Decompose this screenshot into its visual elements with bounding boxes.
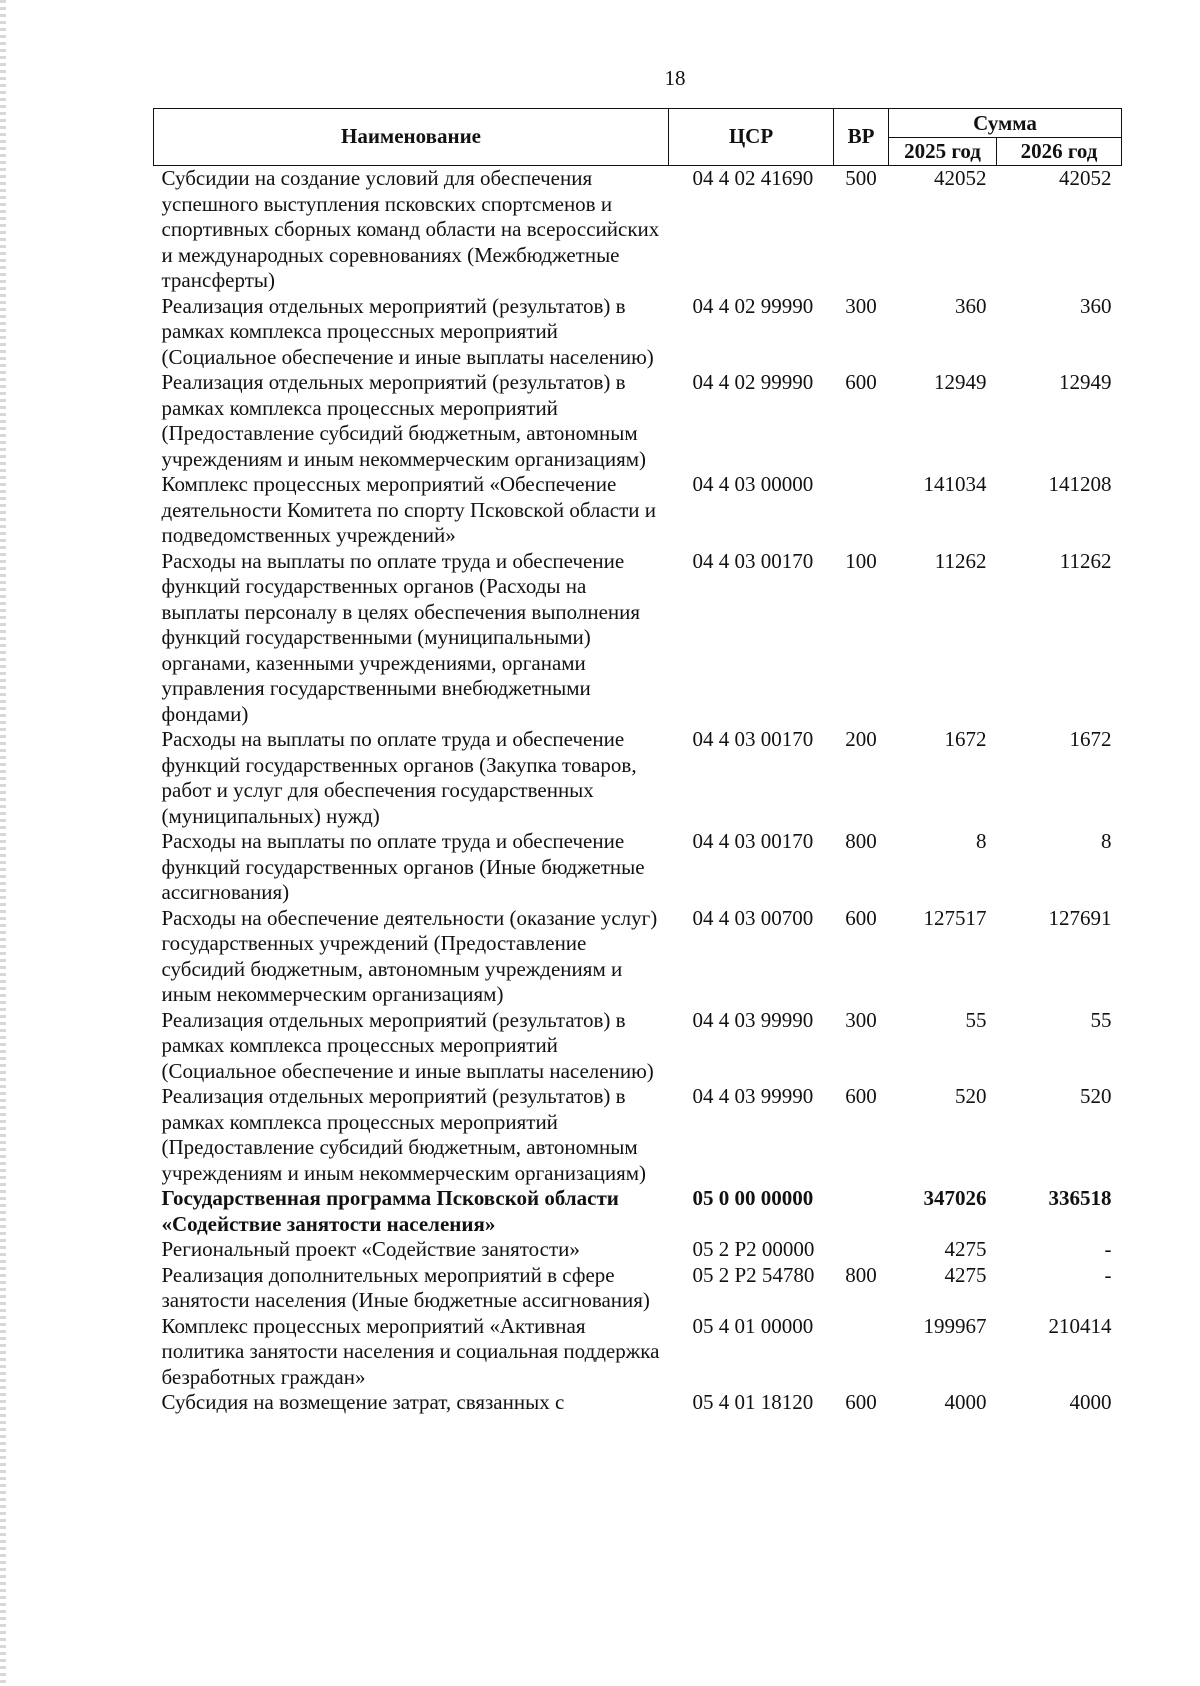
row-name: Расходы на выплаты по оплате труда и обеспечение функций государственных органов (Иные бюджетные ассигнования) [161, 829, 645, 904]
table-row [154, 166, 1122, 294]
row-sum-2025: 11262 [934, 548, 987, 573]
row-vr: 600 [845, 1084, 877, 1108]
row-sum-2026: 55 [1090, 1007, 1112, 1032]
table-row [154, 1186, 1122, 1237]
row-vr [834, 1237, 889, 1263]
header-vr: ВР [834, 109, 889, 166]
table-row [154, 370, 1122, 472]
row-sum-2025: 360 [955, 293, 987, 318]
row-name: Субсидия на возмещение затрат, связанных с [161, 1390, 565, 1414]
budget-table [153, 108, 1122, 1416]
row-sum-2026: - [1104, 1237, 1112, 1261]
row-csr: 04 4 02 41690 [692, 166, 814, 190]
table-row [154, 829, 1122, 906]
row-sum-2026: 360 [1080, 293, 1112, 318]
row-vr: 600 [845, 370, 877, 394]
row-csr: 05 4 01 00000 [692, 1313, 814, 1338]
row-name: Комплекс процессных мероприятий «Активная политика занятости населения и социальная поддержка безработных граждан» [161, 1313, 660, 1389]
row-name: Расходы на выплаты по оплате труда и обеспечение функций государственных органов (Закупка товаров, работ и услуг для обеспечения государственных (муниципальных) нужд) [161, 727, 637, 828]
row-vr: 100 [845, 548, 877, 573]
row-sum-2026: - [1104, 1262, 1112, 1287]
scan-edge [0, 0, 6, 1686]
table-row [154, 294, 1122, 371]
header-year-2025: 2025 год [889, 137, 997, 166]
row-csr: 05 2 Р2 54780 [692, 1262, 815, 1287]
row-csr: 04 4 03 00170 [692, 829, 814, 853]
row-vr: 200 [845, 727, 877, 751]
row-csr: 04 4 02 99990 [692, 293, 814, 318]
row-sum-2025: 347026 [923, 1186, 987, 1210]
row-csr: 04 4 03 00000 [692, 472, 814, 496]
row-sum-2026: 42052 [1059, 166, 1112, 190]
row-sum-2025: 8 [976, 829, 987, 853]
row-sum-2025: 4000 [944, 1390, 987, 1414]
page-number: 18 [664, 66, 686, 90]
row-vr [834, 472, 889, 549]
table-row [154, 1314, 1122, 1391]
row-sum-2025: 4275 [944, 1237, 987, 1261]
row-vr: 300 [845, 293, 877, 318]
table-row [154, 1390, 1122, 1416]
table-body [154, 166, 1122, 1416]
table-row [154, 1237, 1122, 1263]
row-csr: 04 4 03 00170 [692, 727, 814, 751]
row-vr: 500 [845, 166, 877, 190]
row-csr: 05 4 01 18120 [692, 1390, 814, 1414]
row-sum-2025: 42052 [934, 166, 987, 190]
row-sum-2026: 12949 [1059, 370, 1112, 394]
row-csr: 05 2 Р2 00000 [692, 1237, 815, 1261]
table-row [154, 472, 1122, 549]
row-csr: 04 4 03 99990 [692, 1084, 814, 1108]
row-sum-2026: 520 [1080, 1084, 1112, 1108]
row-csr: 04 4 03 00170 [692, 548, 814, 573]
row-sum-2025: 520 [955, 1084, 987, 1108]
row-sum-2025: 141034 [923, 472, 987, 496]
row-name: Региональный проект «Содействие занятости» [161, 1237, 580, 1261]
table-row [154, 549, 1122, 728]
row-sum-2026: 4000 [1069, 1390, 1112, 1414]
row-name: Государственная программа Псковской области «Содействие занятости населения» [161, 1186, 619, 1236]
row-name: Реализация отдельных мероприятий (результатов) в рамках комплекса процессных мероприятий (Социальное обеспечение и иные выплаты населению) [161, 1007, 654, 1083]
row-vr [834, 1314, 889, 1391]
row-csr: 05 0 00 00000 [692, 1186, 814, 1210]
row-name: Реализация отдельных мероприятий (результатов) в рамках комплекса процессных мероприятий (Предоставление субсидий бюджетным, автономным учреждениям и иным некоммерческим организациям) [161, 1084, 647, 1185]
table-header [154, 109, 1122, 166]
row-sum-2026: 8 [1101, 829, 1112, 853]
row-name: Реализация отдельных мероприятий (результатов) в рамках комплекса процессных мероприятий (Предоставление субсидий бюджетным, автономным учреждениям и иным некоммерческим организациям) [161, 370, 647, 471]
header-csr: ЦСР [669, 109, 834, 166]
row-vr: 800 [845, 829, 877, 853]
row-csr: 04 4 03 99990 [692, 1007, 814, 1032]
row-name: Реализация дополнительных мероприятий в сфере занятости населения (Иные бюджетные ассигнования) [161, 1262, 650, 1312]
header-sum: Сумма [889, 109, 1122, 138]
row-vr: 800 [845, 1262, 877, 1287]
row-sum-2025: 12949 [934, 370, 987, 394]
row-sum-2025: 127517 [923, 905, 987, 930]
row-sum-2025: 199967 [923, 1313, 987, 1338]
row-vr: 600 [845, 1390, 877, 1414]
row-vr: 300 [845, 1007, 877, 1032]
row-sum-2026: 210414 [1048, 1313, 1112, 1338]
row-vr [834, 1186, 889, 1237]
table-row [154, 1084, 1122, 1186]
header-year-2026: 2026 год [997, 137, 1122, 166]
table-row [154, 1008, 1122, 1085]
table-row [154, 727, 1122, 829]
row-sum-2026: 336518 [1048, 1186, 1112, 1210]
row-sum-2025: 55 [965, 1007, 987, 1032]
row-sum-2026: 141208 [1048, 472, 1112, 496]
row-csr: 04 4 03 00700 [692, 905, 814, 930]
row-sum-2026: 1672 [1069, 727, 1112, 751]
row-name: Расходы на обеспечение деятельности (оказание услуг) государственных учреждений (Предоставление субсидий бюджетным, автономным учреждениям и иным некоммерческим организациям) [161, 905, 658, 1006]
table-row [154, 906, 1122, 1008]
row-csr: 04 4 02 99990 [692, 370, 814, 394]
row-name: Расходы на выплаты по оплате труда и обеспечение функций государственных органов (Расходы на выплаты персоналу в целях обеспечения выполнения функций государственными (муниципальными) органами, казенными учреждениями, органами управления государственными внебюджетными фондами) [161, 548, 641, 726]
table-row [154, 1263, 1122, 1314]
row-name: Комплекс процессных мероприятий «Обеспечение деятельности Комитета по спорту Псковской области и подведомственных учреждений» [161, 472, 657, 547]
row-name: Реализация отдельных мероприятий (результатов) в рамках комплекса процессных мероприятий (Социальное обеспечение и иные выплаты населению) [161, 293, 654, 369]
row-name: Субсидии на создание условий для обеспечения успешного выступления псковских спортсменов и спортивных сборных команд области на всероссийских и международных соревнованиях (Межбюджетные трансферты) [161, 166, 660, 292]
row-sum-2025: 4275 [944, 1262, 987, 1287]
row-sum-2026: 11262 [1059, 548, 1112, 573]
header-name: Наименование [154, 109, 669, 166]
row-vr: 600 [845, 905, 877, 930]
row-sum-2026: 127691 [1048, 905, 1112, 930]
row-sum-2025: 1672 [944, 727, 987, 751]
